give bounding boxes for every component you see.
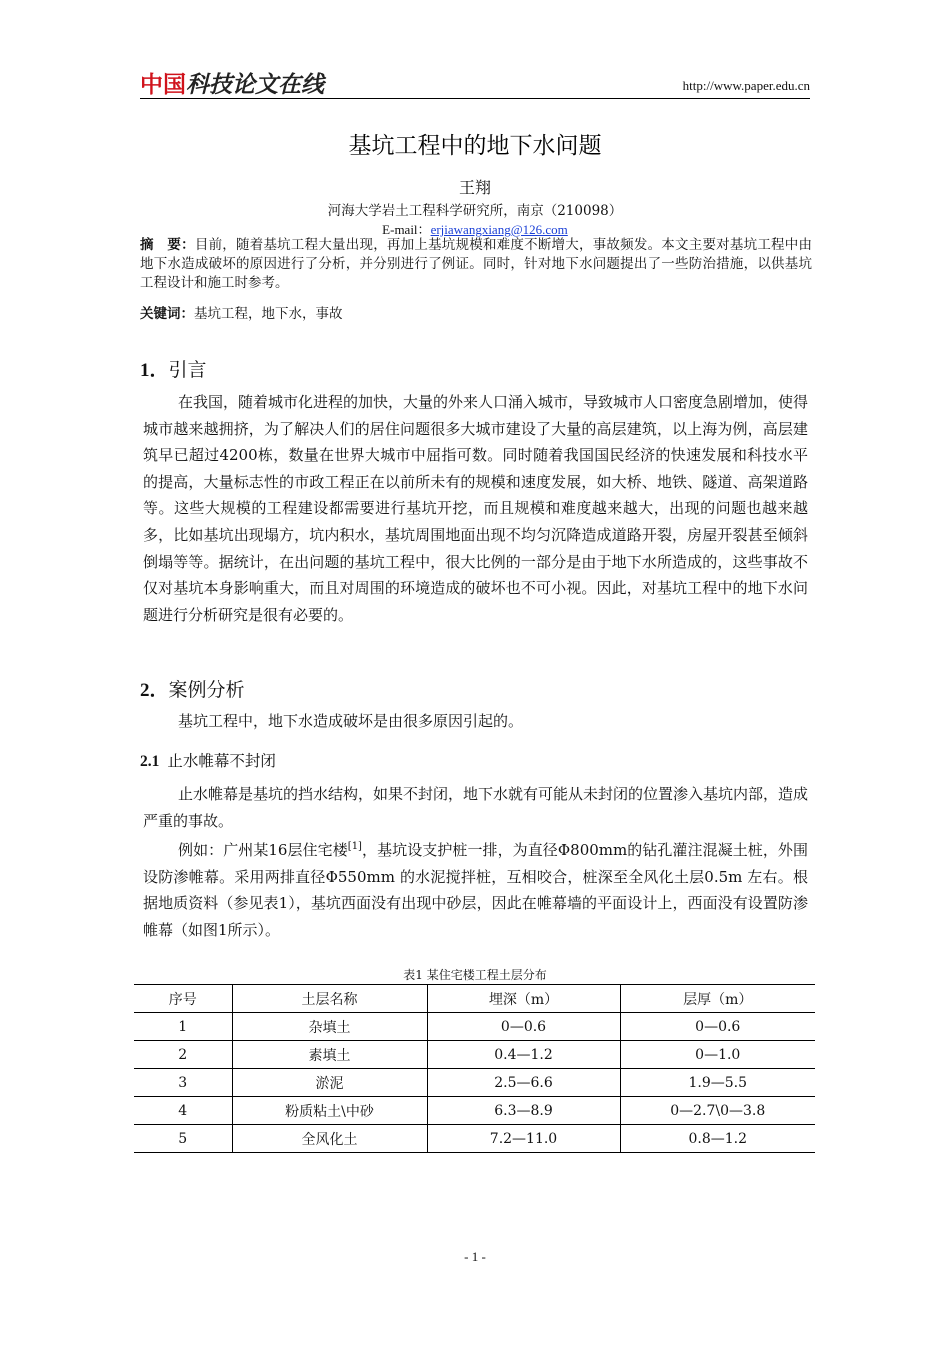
keywords <box>140 302 812 322</box>
section-2-number: 2． <box>140 680 169 701</box>
cell-thickness: 1.9—5.5 <box>620 1069 815 1097</box>
soil-layer-table <box>134 984 815 1153</box>
keywords-label: 关键词： <box>140 306 194 322</box>
cell-soil-name: 淤泥 <box>232 1069 427 1097</box>
logo-text-sci: 科技论文在线 <box>186 72 324 98</box>
cell-seq: 1 <box>134 1013 232 1041</box>
table-row <box>134 1013 815 1041</box>
p2-text-b: ，基坑设支护桩一排，为直径Φ800mm的钻孔灌注混凝土桩，外围设防渗帷幕。采用两排直径Φ550mm 的水泥搅拌桩，互相咬合，桩深至全风化土层0.5m 左右。根据地质资料（参见表1），基坑西面没有出现中砂层，因此在帷幕墙的平面设计上，西面没有设置防渗帷幕（如图1所示）。 <box>143 841 808 939</box>
table-caption: 表1 某住宅楼工程土层分布 <box>403 968 547 982</box>
section-2-1-paragraph-1: 止水帷幕是基坑的挡水结构，如果不封闭，地下水就有可能从未封闭的位置渗入基坑内部，造成严重的事故。 <box>143 785 809 830</box>
cell-seq: 5 <box>134 1125 232 1153</box>
cell-seq: 4 <box>134 1097 232 1125</box>
header-seq: 序号 <box>134 985 232 1013</box>
cell-seq: 2 <box>134 1041 232 1069</box>
cell-thickness: 0—0.6 <box>620 1013 815 1041</box>
cell-depth: 7.2—11.0 <box>427 1125 620 1153</box>
section-1-number: 1． <box>140 360 169 381</box>
keywords-text: 基坑工程，地下水，事故 <box>194 306 343 322</box>
cell-depth: 2.5—6.6 <box>427 1069 620 1097</box>
table-row <box>134 1069 815 1097</box>
section-2-1-heading <box>140 749 276 771</box>
header-thickness: 层厚（m） <box>620 985 815 1013</box>
email-link[interactable]: erjiawangxiang@126.com <box>430 222 568 237</box>
cell-seq: 3 <box>134 1069 232 1097</box>
cell-depth: 0—0.6 <box>427 1013 620 1041</box>
email-label: E-mail： <box>382 222 431 237</box>
cell-soil-name: 粉质粘土\中砂 <box>232 1097 427 1125</box>
table-row <box>134 1125 815 1153</box>
section-2-heading <box>140 675 245 702</box>
paper-title: 基坑工程中的地下水问题 <box>348 133 602 159</box>
site-url[interactable]: http://www.paper.edu.cn <box>682 78 810 93</box>
section-2-title: 案例分析 <box>168 679 245 701</box>
paper-author: 王翔 <box>458 178 491 197</box>
site-logo[interactable] <box>140 66 324 99</box>
p2-text-a: 例如：广州某16层住宅楼 <box>178 841 348 859</box>
cell-soil-name: 杂填土 <box>232 1013 427 1041</box>
cell-thickness: 0—1.0 <box>620 1041 815 1069</box>
cell-thickness: 0.8—1.2 <box>620 1125 815 1153</box>
citation-ref[interactable]: [1] <box>347 841 362 852</box>
section-2-1-number: 2.1 <box>140 753 160 770</box>
section-1-paragraph: 在我国，随着城市化进程的加快，大量的外来人口涌入城市，导致城市人口密度急剧增加，使得城市越来越拥挤，为了解决人们的居住问题很多大城市建设了大量的高层建筑，以上海为例，高层建筑早已超过4200栋，数量在世界大城市中屈指可数。同时随着我国国民经济的快速发展和科技水平的提高，大量标志性的市政工程正在以前所未有的规模和速度发展，如大桥、地铁、隧道、高架道路等。这些大规模的工程建设都需要进行基坑开挖，而且规模和难度越来越大，出现的问题也越来越多，比如基坑出现塌方，坑内积水，基坑周围地面出现不均匀沉降造成道路开裂，房屋开裂甚至倾斜倒塌等等。据统计，在出问题的基坑工程中，很大比例的一部分是由于地下水所造成的，这些事故不仅对基坑本身影响重大，而且对周围的环境造成的破坏也不可小视。因此，对基坑工程中的地下水问题进行分析研究是很有必要的。 <box>143 393 809 624</box>
section-2-1-title: 止水帷幕不封闭 <box>167 752 276 770</box>
section-1-heading <box>140 355 207 382</box>
table-row <box>134 1097 815 1125</box>
abstract-label: 摘 要： <box>140 237 195 253</box>
logo-text-china: 中国 <box>140 72 186 98</box>
cell-thickness: 0—2.7\0—3.8 <box>620 1097 815 1125</box>
cell-soil-name: 全风化土 <box>232 1125 427 1153</box>
section-1-title: 引言 <box>168 359 207 381</box>
header-soil-name: 土层名称 <box>232 985 427 1013</box>
cell-soil-name: 素填土 <box>232 1041 427 1069</box>
abstract <box>140 236 812 293</box>
table-header-row <box>134 985 815 1013</box>
table-row <box>134 1041 815 1069</box>
cell-depth: 6.3—8.9 <box>427 1097 620 1125</box>
section-2-1-paragraph-2 <box>143 834 808 943</box>
paper-affiliation: 河海大学岩土工程科学研究所，南京（210098） <box>327 203 623 219</box>
header-depth: 埋深（m） <box>427 985 620 1013</box>
section-2-paragraph: 基坑工程中，地下水造成破坏是由很多原因引起的。 <box>178 712 524 730</box>
cell-depth: 0.4—1.2 <box>427 1041 620 1069</box>
abstract-text: 目前，随着基坑工程大量出现，再加上基坑规模和难度不断增大，事故频发。本文主要对基坑工程中由地下水造成破坏的原因进行了分析，并分别进行了例证。同时，针对地下水问题提出了一些防治措施，以供基坑工程设计和施工时参考。 <box>140 237 812 291</box>
page-header <box>140 64 810 99</box>
page-number: - 1 - <box>464 1249 486 1264</box>
